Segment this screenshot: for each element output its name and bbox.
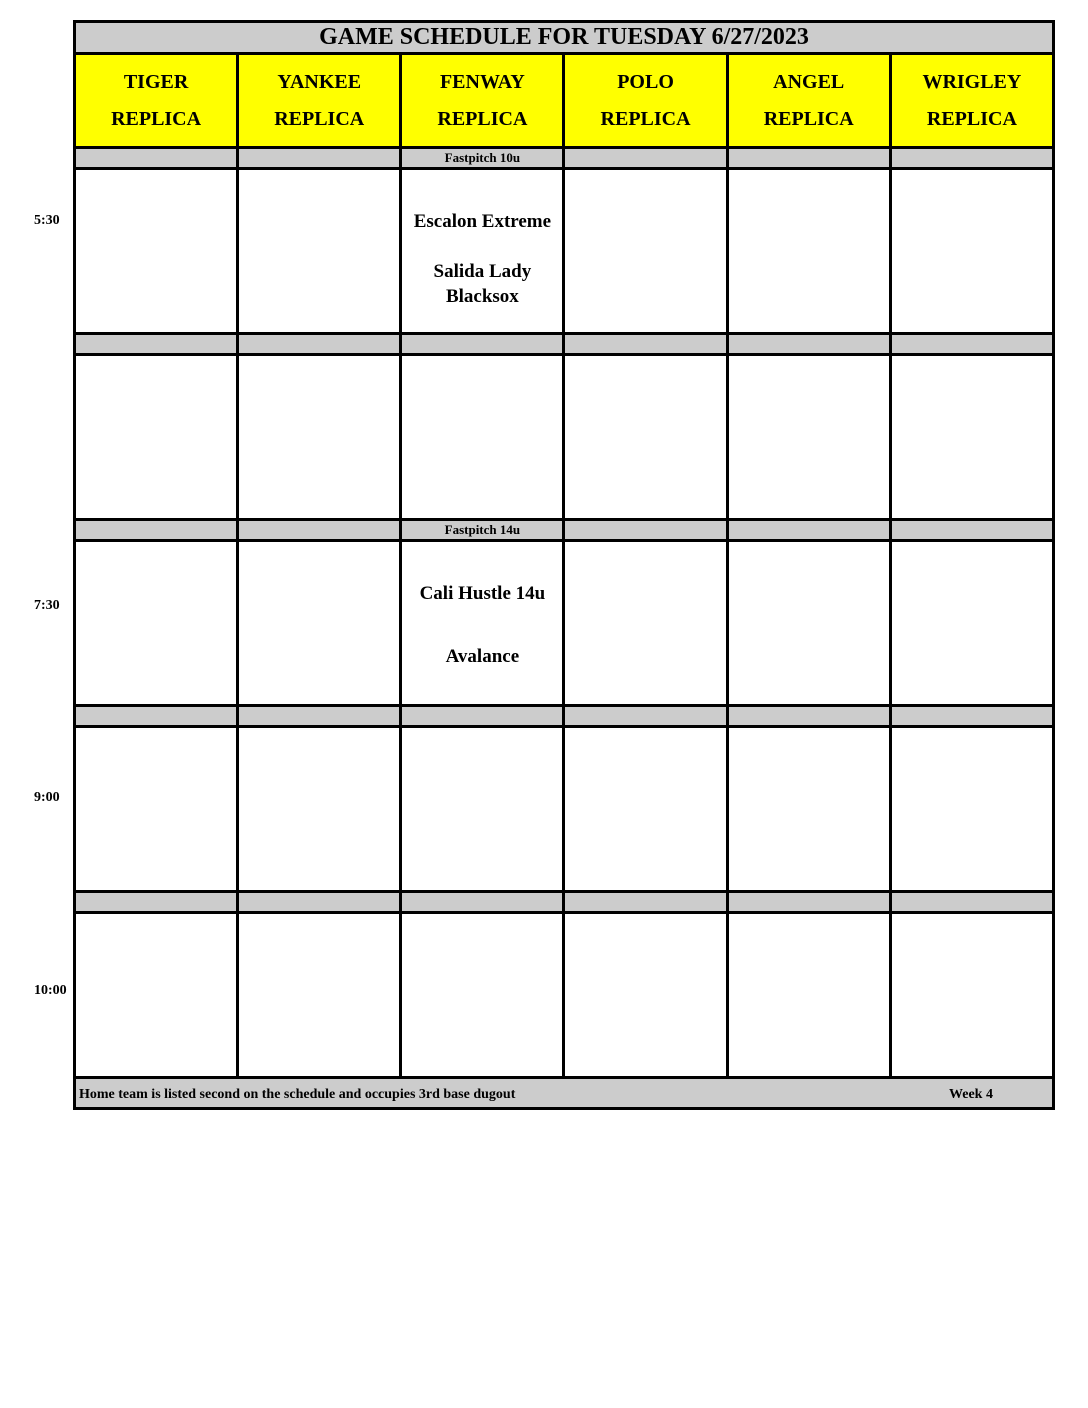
division-cell <box>564 892 727 913</box>
schedule-footer <box>75 1078 1054 1109</box>
division-cell <box>564 706 727 727</box>
game-cell <box>727 355 890 520</box>
field-header-polo <box>564 54 727 148</box>
division-cell <box>727 148 890 169</box>
division-cell <box>238 148 401 169</box>
game-cell <box>564 727 727 892</box>
game-cell <box>75 727 238 892</box>
schedule-title: GAME SCHEDULE FOR TUESDAY 6/27/2023 <box>75 22 1054 54</box>
game-cell <box>890 169 1053 334</box>
field-header-row <box>75 54 1054 148</box>
division-cell <box>238 706 401 727</box>
division-row <box>75 148 1054 169</box>
week-label: Week 4 <box>949 1087 993 1102</box>
game-cell <box>564 541 727 706</box>
division-cell <box>727 706 890 727</box>
field-sub: REPLICA <box>600 107 691 130</box>
division-cell <box>890 706 1053 727</box>
division-row <box>75 892 1054 913</box>
game-cell <box>727 169 890 334</box>
division-cell <box>75 148 238 169</box>
game-cell <box>890 541 1053 706</box>
home-team-note: Home team is listed second on the schedule and occupies 3rd base dugout <box>79 1087 516 1102</box>
division-cell <box>401 706 564 727</box>
time-label-730: 7:30 <box>34 598 60 613</box>
game-cell <box>727 913 890 1078</box>
field-sub: REPLICA <box>437 107 528 130</box>
game-cell <box>401 541 564 706</box>
division-cell <box>401 334 564 355</box>
division-cell <box>727 892 890 913</box>
division-cell <box>727 334 890 355</box>
division-cell <box>890 334 1053 355</box>
time-label-1000: 10:00 <box>34 983 67 998</box>
division-row <box>75 706 1054 727</box>
division-label: Fastpitch 10u <box>401 148 564 169</box>
division-row <box>75 334 1054 355</box>
division-cell <box>75 334 238 355</box>
time-label-900: 9:00 <box>34 790 60 805</box>
division-cell <box>238 892 401 913</box>
field-name: YANKEE <box>277 70 362 93</box>
division-cell <box>401 892 564 913</box>
field-header-tiger <box>75 54 238 148</box>
division-cell <box>75 520 238 541</box>
field-name: TIGER <box>123 70 189 93</box>
game-cell <box>401 355 564 520</box>
field-name: POLO <box>617 70 674 93</box>
field-header-fenway <box>401 54 564 148</box>
game-slot-row <box>75 913 1054 1078</box>
division-cell <box>75 706 238 727</box>
game-cell <box>238 169 401 334</box>
division-label: Fastpitch 14u <box>401 520 564 541</box>
game-slot-row <box>75 727 1054 892</box>
away-team: Cali Hustle 14u <box>419 583 546 604</box>
division-cell <box>890 148 1053 169</box>
game-cell <box>564 355 727 520</box>
field-sub: REPLICA <box>111 107 202 130</box>
game-cell <box>238 913 401 1078</box>
game-cell <box>75 541 238 706</box>
game-cell <box>401 169 564 334</box>
game-cell <box>890 355 1053 520</box>
game-cell <box>238 727 401 892</box>
away-team: Escalon Extreme <box>413 211 552 232</box>
division-cell <box>890 892 1053 913</box>
division-row <box>75 520 1054 541</box>
game-cell <box>727 727 890 892</box>
field-sub: REPLICA <box>274 107 365 130</box>
game-slot-row <box>75 169 1054 334</box>
game-cell <box>75 169 238 334</box>
game-cell <box>75 355 238 520</box>
game-slot-row <box>75 541 1054 706</box>
field-name: ANGEL <box>773 70 845 93</box>
game-cell <box>890 727 1053 892</box>
division-cell <box>564 520 727 541</box>
home-team: Salida Lady Blacksox <box>433 261 532 307</box>
field-header-yankee <box>238 54 401 148</box>
field-sub: REPLICA <box>926 107 1017 130</box>
field-name: WRIGLEY <box>922 70 1022 93</box>
game-slot-row <box>75 355 1054 520</box>
game-cell <box>401 913 564 1078</box>
home-team: Avalance <box>445 646 520 667</box>
game-cell <box>727 541 890 706</box>
division-cell <box>564 334 727 355</box>
game-cell <box>564 169 727 334</box>
field-header-angel <box>727 54 890 148</box>
game-cell <box>238 355 401 520</box>
field-header-wrigley <box>890 54 1053 148</box>
field-sub: REPLICA <box>763 107 854 130</box>
field-name: FENWAY <box>439 70 525 93</box>
game-cell <box>238 541 401 706</box>
division-cell <box>727 520 890 541</box>
game-cell <box>75 913 238 1078</box>
division-cell <box>238 334 401 355</box>
game-cell <box>401 727 564 892</box>
game-cell <box>890 913 1053 1078</box>
division-cell <box>890 520 1053 541</box>
game-schedule-table <box>73 20 1055 1110</box>
division-cell <box>564 148 727 169</box>
game-cell <box>564 913 727 1078</box>
division-cell <box>75 892 238 913</box>
time-label-530: 5:30 <box>34 213 60 228</box>
division-cell <box>238 520 401 541</box>
